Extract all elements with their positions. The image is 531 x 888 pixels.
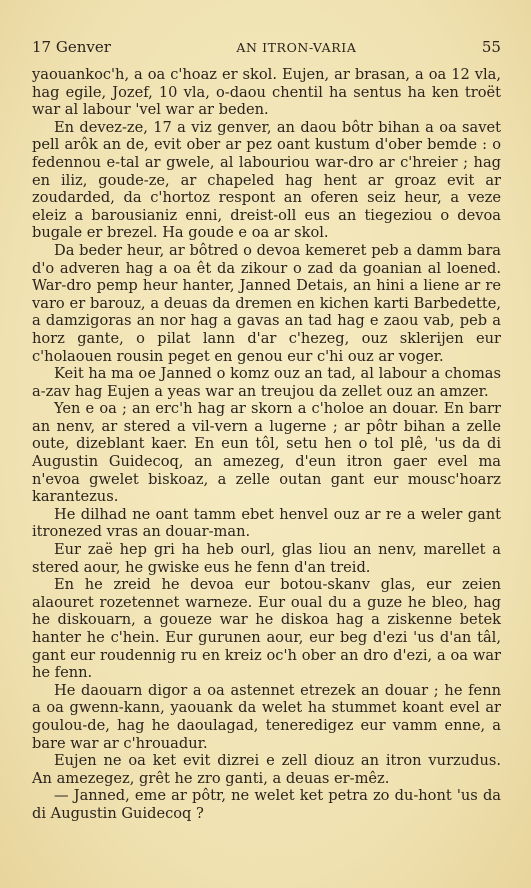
paragraph: En he zreid he devoa eur botou-skanv glas, eur zeien alaouret rozetennet warneze. Eur oual du a guze he bleo, hag he diskouarn, a goueze war he diskoa hag a ziskenne betek hanter he c'hein. Eur gurunen aour, eur beg d'ezi 'us d'an tâl, gant eur roudennig ru en kreiz oc'h ober an dro d'ezi, a oa war he fenn. xyxy=(32,576,501,682)
paragraph: yaouankoc'h, a oa c'hoaz er skol. Eujen, ar brasan, a oa 12 vla, hag egile, Jozef, 10 vla, o-daou chentil ha sentus ha ken troët war al labour 'vel war ar beden. xyxy=(32,66,501,119)
paragraph: Keit ha ma oe Janned o komz ouz an tad, al labour a chomas a-zav hag Eujen a yeas war an treujou da zellet ouz an amzer. xyxy=(32,365,501,400)
header-title: AN ITRON-VARIA xyxy=(236,40,357,55)
paragraph: He dilhad ne oant tamm ebet henvel ouz ar re a weler gant itronezed vras an douar-man. xyxy=(32,505,501,541)
header-date: 17 Genver xyxy=(32,38,111,56)
paragraph: Da beder heur, ar bôtred o devoa kemeret peb a damm bara d'o adveren hag a oa êt da zikour o zad da goanian al loened. War-dro pemp heur hanter, Janned Detais, an hini a liene ar re varo er barouz, a deuas da dremen en kichen karti Barbedette, a damzigoras an nor hag a gavas an tad hag e zaou vab, peb a horz gante, o pilat lann d'ar c'hezeg, ouz sklerijen eur c'holaouen rousin peget en genou eur c'hi ouz ar voger. xyxy=(32,241,501,365)
paragraph: En devez-ze, 17 a viz genver, an daou bôtr bihan a oa savet pell arôk an de, evit ober ar pez oant kustum d'ober bemde : o fedennou e-tal ar gwele, al labouriou war-dro ar c'hreier ; hag en iliz, goude-ze, ar chapeled hag hent ar groaz evit ar zoudarded, da c'hortoz respont an oferen seiz heur, a veze eleiz a barousianiz enni, dreist-oll eus an tiegeziou o devoa bugale er brezel. Ha goude e oa ar skol. xyxy=(32,118,501,242)
paragraph: He daouarn digor a oa astennet etrezek an douar ; he fenn a oa gwenn-kann, yaouank da welet ha stummet koant evel ar goulou-de, hag he daoulagad, teneredigez eur vamm enne, a bare war ar c'hrouadur. xyxy=(32,681,501,752)
paragraph: Eujen ne oa ket evit dizrei e zell diouz an itron vurzudus. An amezegez, grêt he zro ganti, a deuas er-mêz. xyxy=(32,752,501,787)
paragraph: Eur zaë hep gri ha heb ourl, glas liou an nenv, marellet a stered aour, he gwiske eus he fenn d'an treid. xyxy=(32,541,501,576)
paragraph: Yen e oa ; an erc'h hag ar skorn a c'holoe an douar. En barr an nenv, ar stered a vil-vern a lugerne ; ar pôtr bihan a zelle oute, dizeblant kaer. En eun tôl, setu hen o tol plê, 'us da di Augustin Guidecoq, an amezeg, d'eun itron gaer evel ma n'evoa gwelet biskoaz, a zelle outan gant eur mousc'hoarz karantezus. xyxy=(32,400,501,506)
paragraph: — Janned, eme ar pôtr, ne welet ket petra zo du-hont 'us da di Augustin Guidecoq ? xyxy=(32,787,501,822)
body-text xyxy=(32,66,501,823)
page-number: 55 xyxy=(481,38,501,56)
running-header xyxy=(32,38,501,60)
